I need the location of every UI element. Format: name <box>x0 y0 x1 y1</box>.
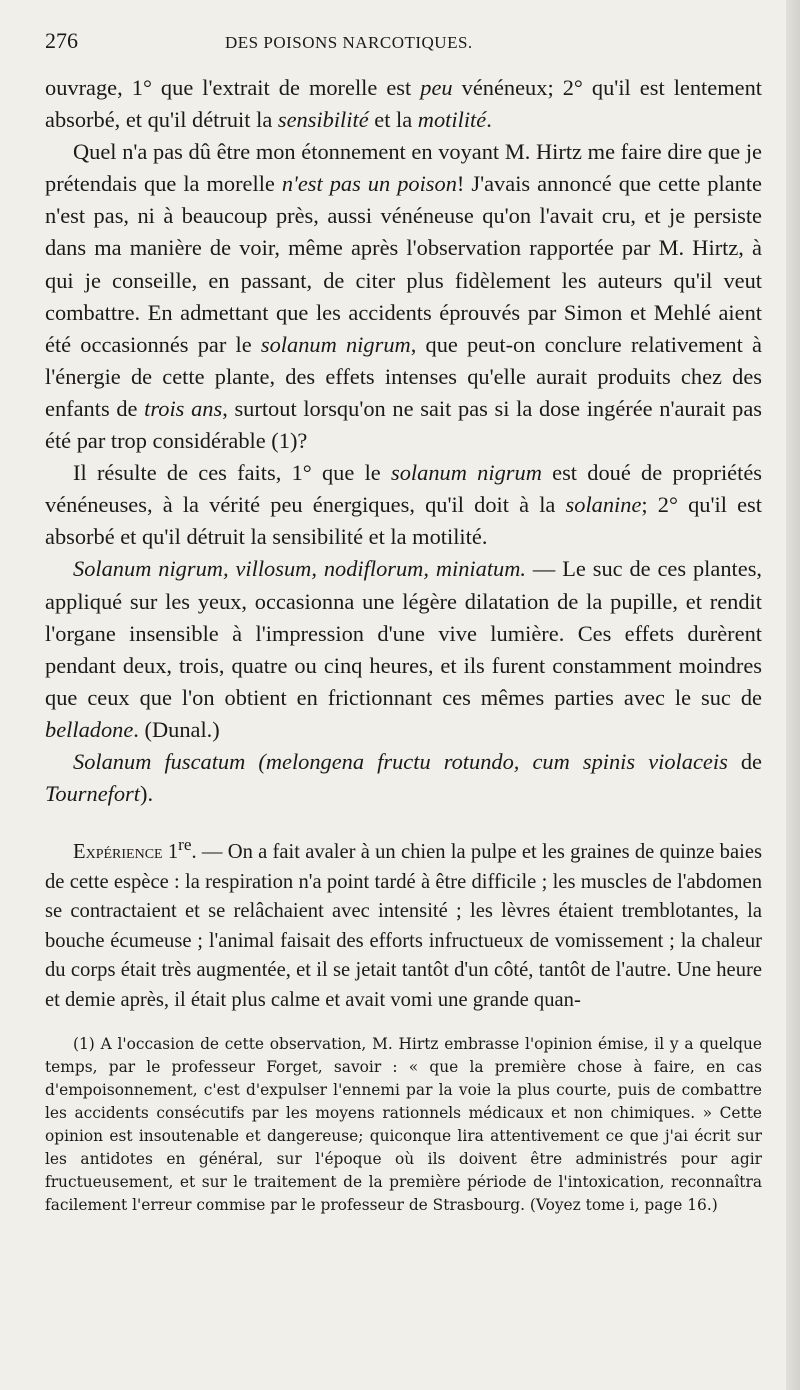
text-run: . (Dunal.) <box>133 716 220 742</box>
text-run: et la <box>368 107 418 133</box>
paragraph-4 <box>45 553 762 746</box>
text-run: . <box>486 107 492 133</box>
italic-run: solanine <box>565 492 642 518</box>
italic-run: motilité <box>417 107 487 133</box>
italic-run: trois ans <box>144 395 223 421</box>
italic-run: sensibilité <box>277 107 369 133</box>
italic-run: solanum nigrum <box>260 331 411 357</box>
experiment-number-suffix: re <box>178 835 192 855</box>
footnote <box>45 1033 762 1217</box>
text-run: , que peut-on conclure relativement à l'énergie de cette plante, des effets intenses qu'elle aurait produits chez des enfants de <box>45 331 762 421</box>
paragraph-1 <box>45 72 762 136</box>
text-run: , surtout lorsqu'on ne sait pas si la dose ingérée n'aurait pas été par trop considérable (1)? <box>45 395 762 454</box>
experiment-label: Expérience <box>73 841 163 864</box>
experiment-paragraph <box>45 830 762 1015</box>
text-run: ). <box>140 781 154 807</box>
text-run: Il résulte de ces faits, 1° que le <box>73 460 392 486</box>
italic-run: n'est pas un poison <box>281 171 457 197</box>
italic-run: belladone <box>45 716 134 742</box>
running-title: DES POISONS NARCOTIQUES. <box>225 33 473 52</box>
experiment-text: . — On a fait avaler à un chien la pulpe et les graines de quinze baies de cette espèce : la respiration n'a point tardé à être difficile ; les muscles de l'abdomen se contractaient et se relâchaient avec intensité ; les lèvres étaient tremblotantes, la bouche écumeuse ; l'animal faisait des efforts infructueux de vomissement ; la chaleur du corps était très augmentée, et il se jetait tantôt d'un côté, tantôt de l'autre. Une heure et demie après, il était plus calme et avait vomi une grande quan- <box>45 841 762 1011</box>
paragraph-2 <box>45 136 762 457</box>
text-run: ouvrage, 1° que l'extrait de morelle est <box>45 75 421 100</box>
italic-run: Solanum nigrum, villosum, nodiflorum, miniatum. <box>73 556 527 582</box>
text-run: ! J'avais annoncé que cette plante n'est pas, ni à beaucoup près, aussi vénéneuse qu'on l'avait cru, et je persiste dans ma manière de voir, même après l'observation rapportée par M. Hirtz, à qui je conseille, en passant, de citer plus fidèlement les auteurs qu'il veut combattre. En admettant que les accidents éprouvés par Simon et Mehlé aient été occasionnés par le <box>45 171 762 357</box>
text-run: ; 2° qu'il est absorbé et qu'il détruit la sensibilité et la motilité. <box>45 492 762 550</box>
italic-run: peu <box>420 75 453 100</box>
main-text <box>45 72 762 810</box>
italic-run: Tournefort <box>45 781 140 807</box>
running-head <box>45 28 762 68</box>
italic-run: Solanum fuscatum (melongena fructu rotundo, cum spinis violaceis <box>73 748 728 774</box>
page-edge-shadow <box>786 0 800 1390</box>
italic-run: solanum nigrum <box>391 460 542 486</box>
experiment-section <box>45 830 762 1015</box>
text-run: — Le suc de ces plantes, appliqué sur les yeux, occasionna une légère dilatation de la pupille, et rendit l'organe insensible à l'impression d'une vive lumière. Ces effets durèrent pendant deux, trois, quatre ou cinq heures, et ils furent constamment moindres que ceux que l'on obtient en frictionnant ces mêmes parties avec le suc de <box>45 556 763 710</box>
text-run: est doué de propriétés vénéneuses, à la vérité peu énergiques, qu'il doit à la <box>45 460 762 518</box>
paragraph-3 <box>45 457 762 553</box>
experiment-number: 1 <box>167 841 179 864</box>
text-run: Quel n'a pas dû être mon étonnement en voyant M. Hirtz me faire dire que je prétendais que la morelle <box>45 139 762 197</box>
page-number: 276 <box>45 28 78 53</box>
footnote-text: (1) A l'occasion de cette observation, M. Hirtz embrasse l'opinion émise, il y a quelque temps, par le professeur Forget, savoir : « que la première chose à faire, en cas d'empoisonnement, c'est d'expulser l'ennemi par la voie la plus courte, puis de combattre les accidents consécutifs par les moyens rationnels médicaux et non chimiques. » Cette opinion est insoutenable et dangereuse; quiconque lira attentivement ce que j'ai écrit sur les antidotes en général, sur l'époque où ils doivent être administrés pour agir fructueusement, et sur le traitement de la première période de l'intoxication, reconnaîtra facilement l'erreur commise par le professeur de Strasbourg. (Voyez tome i, page 16.) <box>45 1035 762 1215</box>
text-run: vénéneux; 2° qu'il est lentement absorbé, et qu'il détruit la <box>45 75 762 133</box>
text-run: de <box>727 748 762 774</box>
paragraph-5 <box>45 746 762 810</box>
